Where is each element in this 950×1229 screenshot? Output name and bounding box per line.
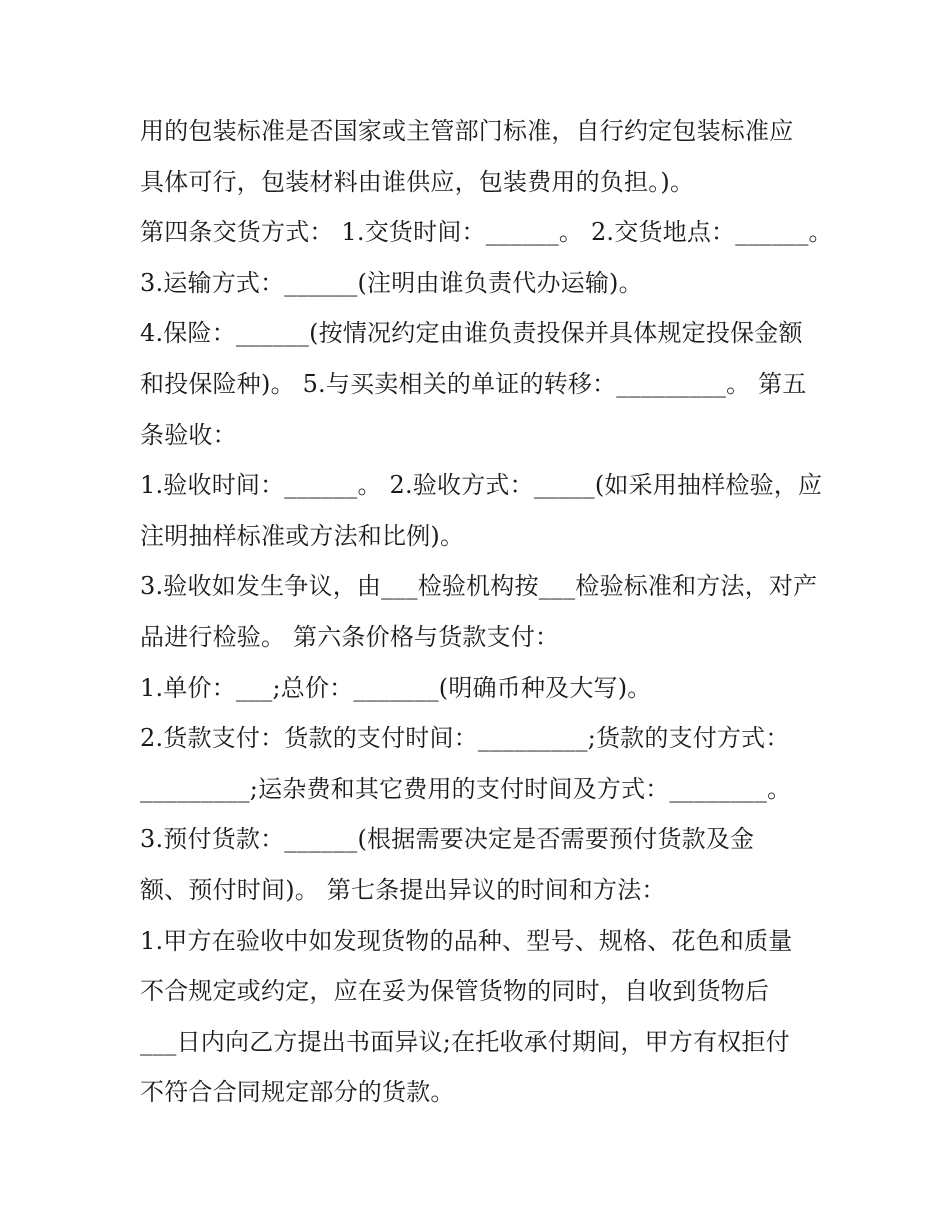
text-line: 第四条交货方式： 1.交货时间：______。 2.交货地点：______。: [140, 218, 833, 247]
text-line: 3.运输方式：______(注明由谁负责代办运输)。: [140, 268, 643, 297]
text-line: 品进行检验。 第六条价格与货款支付：: [140, 622, 560, 651]
text-line: 3.预付货款：______(根据需要决定是否需要预付货款及金: [140, 825, 755, 854]
document-body: [140, 106, 833, 1118]
text-line: 具体可行，包装材料由谁供应，包装费用的负担。)。: [140, 167, 695, 196]
text-line: 1.单价：___;总价：_______(明确币种及大写)。: [140, 673, 652, 702]
text-line: 4.保险：______(按情况约定由谁负责投保并具体规定投保金额: [140, 319, 803, 348]
text-line: ___日内向乙方提出书面异议;在托收承付期间，甲方有权拒付: [140, 1027, 790, 1056]
text-line: 不符合合同规定部分的货款。: [140, 1078, 455, 1107]
text-line: 额、预付时间)。 第七条提出异议的时间和方法：: [140, 875, 666, 904]
text-line: 和投保险种)。 5.与买卖相关的单证的转移：_________。 第五: [140, 369, 807, 398]
text-line: 用的包装标准是否国家或主管部门标准，自行约定包装标准应: [140, 117, 794, 145]
text-line: _________;运杂费和其它费用的支付时间及方式：________。: [140, 774, 792, 803]
text-line: 2.货款支付：货款的支付时间：_________;货款的支付方式：: [140, 724, 790, 753]
text-line: 注明抽样标准或方法和比例)。: [140, 521, 465, 550]
text-line: 1.验收时间：______。 2.验收方式：_____(如采用抽样检验，应: [140, 471, 823, 500]
text-line: 不合规定或约定，应在妥为保管货物的同时，自收到货物后: [140, 977, 770, 1006]
text-line: 3.验收如发生争议，由___检验机构按___检验标准和方法，对产: [140, 572, 818, 601]
text-line: 1.甲方在验收中如发现货物的品种、型号、规格、花色和质量: [140, 926, 793, 955]
text-line: 条验收：: [140, 420, 237, 449]
